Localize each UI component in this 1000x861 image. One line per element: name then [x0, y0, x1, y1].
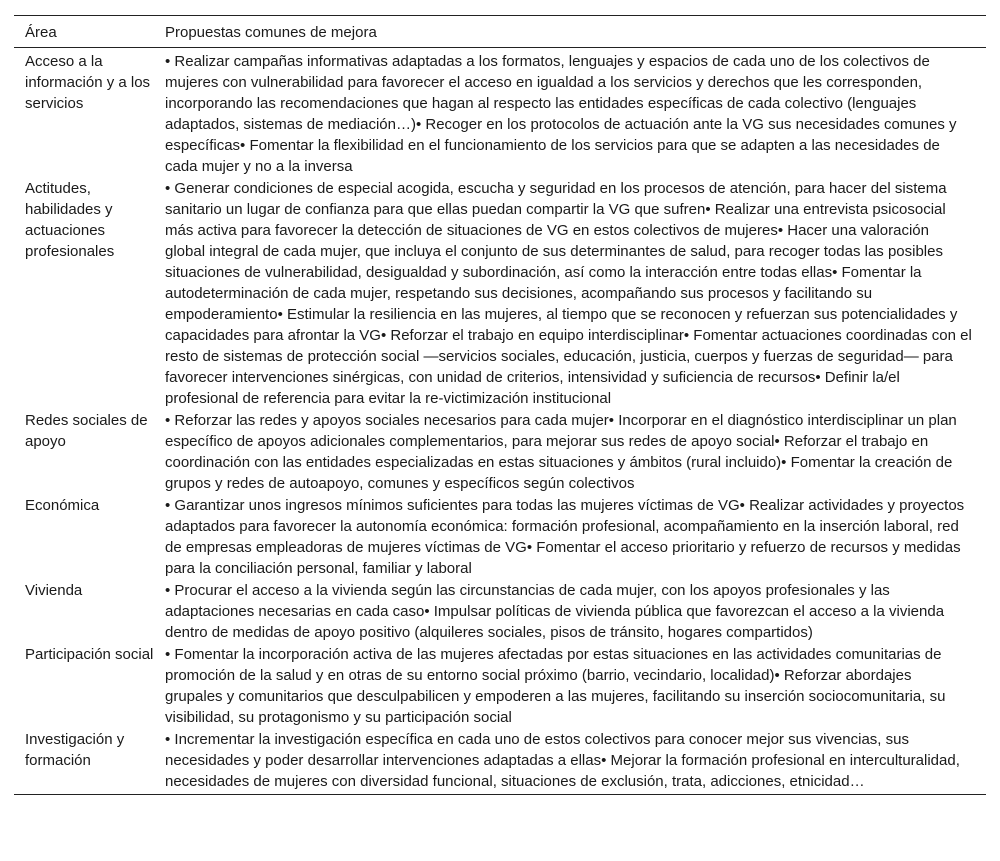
- row-proposals-cell: • Generar condiciones de especial acogida, escucha y seguridad en los procesos de atención, para hacer del sistema sanitario un lugar de confianza para que ellas puedan compartir la VG que sufren• Realizar una entrevista psicosocial más activa para favorecer la detección de situaciones de VG en estos colectivos de mujeres• Hacer una valoración global integral de cada mujer, que incluya el conjunto de sus determinantes de salud, para recoger todas las posibles situaciones de vulnerabilidad, desigualdad y subordinación, así como la interacción entre todas ellas• Fomentar la autodeterminación de cada mujer, respetando sus decisiones, acompañando sus procesos y facilitando su empoderamiento• Estimular la resiliencia en las mujeres, al tiempo que se reconocen y refuerzan sus potencialidades y capacidades para afrontar la VG• Reforzar el trabajo en equipo interdisciplinar• Fomentar actuaciones coordinadas con el resto de sistemas de protección social —servicios sociales, educación, justicia, cuerpos y fuerzas de seguridad— para favorecer intervenciones sinérgicas, con unidad de criterios, intensividad y suficiencia de recursos• Definir la/el profesional de referencia para evitar la re-victimización institucional: [165, 180, 972, 407]
- table-row: [14, 48, 986, 178]
- table-row: [14, 494, 986, 579]
- row-area-cell: Investigación y formación: [25, 731, 125, 769]
- header-proposals: Propuestas comunes de mejora: [165, 24, 377, 41]
- row-proposals-cell: • Procurar el acceso a la vivienda según las circunstancias de cada mujer, con los apoyos profesionales y las adaptaciones necesarias en cada caso• Impulsar políticas de vivienda pública que favorezcan el acceso a la vivienda dentro de medidas de apoyo positivo (alquileres sociales, pisos de tránsito, hogares compartidos): [165, 582, 945, 641]
- row-proposals-cell: • Incrementar la investigación específica en cada uno de estos colectivos para conocer mejor sus vivencias, sus necesidades y poder desarrollar intervenciones adaptadas a ellas• Mejorar la formación profesional en interculturalidad, necesidades de mujeres con diversidad funcional, situaciones de exclusión, trata, adicciones, etnicidad…: [165, 731, 960, 790]
- proposals-table-container: [14, 15, 986, 795]
- table-row: [14, 643, 986, 728]
- table-row: [14, 177, 986, 409]
- table-row: [14, 728, 986, 795]
- row-proposals-cell: • Fomentar la incorporación activa de las mujeres afectadas por estas situaciones en las actividades comunitarias de promoción de la salud y en otras de su entorno social próximo (barrio, vecindario, localidad)• Reforzar abordajes grupales y comunitarios que desculpabilicen y empoderen a las mujeres, facilitando su inserción sociocomunitaria, su visibilidad, su protagonismo y su participación social: [165, 646, 946, 726]
- row-area-cell: Participación social: [25, 646, 154, 663]
- row-proposals-cell: • Realizar campañas informativas adaptadas a los formatos, lenguajes y espacios de cada uno de los colectivos de mujeres con vulnerabilidad para favorecer el acceso en igualdad a los servicios y derechos que les corresponden, incorporando las recomendaciones que hagan al respecto las entidades específicas de cada colectivo (lenguajes adaptados, sistemas de mediación…)• Recoger en los protocolos de actuación ante la VG sus necesidades comunes y específicas• Fomentar la flexibilidad en el funcionamiento de los servicios para que se adapten a las necesidades de cada mujer y no a la inversa: [165, 53, 957, 175]
- row-area-cell: Acceso a la información y a los servicios: [25, 53, 151, 112]
- proposals-table: [14, 15, 986, 795]
- row-proposals-cell: • Garantizar unos ingresos mínimos suficientes para todas las mujeres víctimas de VG• Realizar actividades y proyectos adaptados para favorecer la autonomía económica: formación profesional, acompañamiento en la inserción laboral, red de empresas empleadoras de mujeres víctimas de VG• Fomentar el acceso prioritario y refuerzo de recursos y medidas para la conciliación personal, familiar y laboral: [165, 497, 965, 577]
- row-area-cell: Actitudes, habilidades y actuaciones profesionales: [25, 180, 115, 260]
- table-row: [14, 409, 986, 494]
- table-header-row: [14, 16, 986, 48]
- row-area-cell: Redes sociales de apoyo: [25, 412, 148, 450]
- header-area: Área: [25, 24, 57, 41]
- row-area-cell: Vivienda: [25, 582, 83, 599]
- row-area-cell: Económica: [25, 497, 100, 514]
- table-row: [14, 579, 986, 643]
- row-proposals-cell: • Reforzar las redes y apoyos sociales necesarios para cada mujer• Incorporar en el diagnóstico interdisciplinar un plan específico de apoyos adicionales complementarios, para mejorar sus redes de apoyo social• Reforzar el trabajo en coordinación con las entidades especializadas en estas situaciones y ámbitos (rural incluido)• Fomentar la creación de grupos y redes de autoapoyo, comunes y específicos según colectivos: [165, 412, 957, 492]
